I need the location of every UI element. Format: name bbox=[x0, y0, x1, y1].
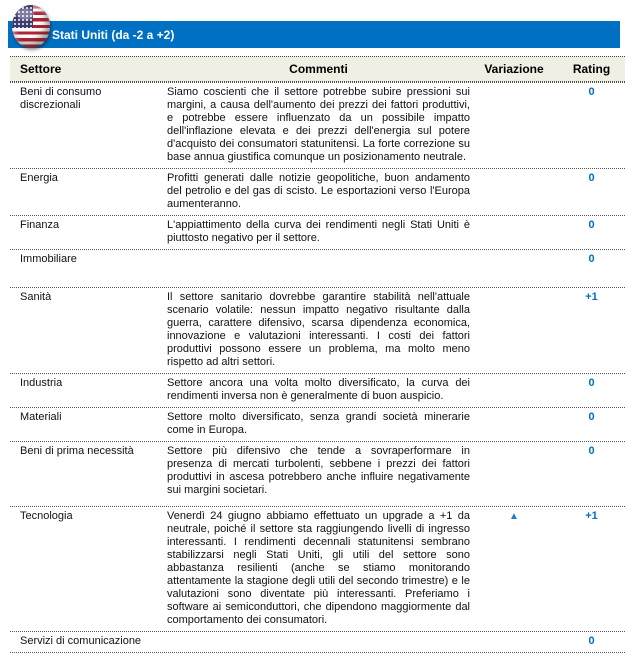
sector-name: Industria bbox=[20, 377, 63, 389]
table-row-beni-discrezionali bbox=[10, 82, 625, 168]
sector-name: Servizi di comunicazione bbox=[20, 635, 142, 647]
sector-comment bbox=[167, 253, 470, 283]
sector-name: Energia bbox=[20, 172, 58, 184]
sector-name: Beni di consumo discrezionali bbox=[20, 86, 102, 111]
column-header-settore: Settore bbox=[20, 62, 62, 76]
variation-indicator bbox=[470, 377, 558, 403]
flag-gloss bbox=[17, 8, 34, 20]
rating-value: 0 bbox=[588, 635, 595, 647]
sector-name: Beni di prima necessità bbox=[20, 445, 134, 457]
rating-value: 0 bbox=[588, 86, 595, 98]
sector-comment: Settore ancora una volta molto diversificato, la curva dei rendimenti inversa non è generalmente di buon auspicio. bbox=[167, 377, 470, 402]
rating-value: +1 bbox=[585, 510, 598, 522]
table-row-beni-prima-necessita bbox=[10, 441, 625, 506]
table-row-industria bbox=[10, 373, 625, 407]
table-row-servizi-comunicazione bbox=[10, 631, 625, 653]
rating-value: 0 bbox=[588, 253, 595, 265]
table-row-finanza bbox=[10, 215, 625, 249]
variation-indicator bbox=[470, 219, 558, 245]
rating-value: 0 bbox=[588, 411, 595, 423]
rating-value: 0 bbox=[588, 445, 595, 457]
table-row-immobiliare bbox=[10, 249, 625, 287]
table-row-sanita bbox=[10, 287, 625, 373]
sector-comment: Profitti generati dalle notizie geopolitiche, buon andamento del petrolio e del gas di scisto. Le esportazioni verso l'Europa aumenteranno. bbox=[167, 172, 470, 210]
sector-comment: Venerdì 24 giugno abbiamo effettuato un upgrade a +1 da neutrale, poiché il settore sta raggiungendo livelli di ingresso interessanti. I rendimenti decennali statunitensi sembrano stabilizzarsi negli Stati Uniti, gli utili del settore sono abbastanza resilienti (anche se stiamo monitorando attentamente la stagione degli utili del secondo trimestre) e le valutazioni sono diventate più interessanti. Preferiamo i software ai semiconduttori, che dipendono maggiormente dal comportamento dei consumatori. bbox=[167, 510, 470, 626]
variation-indicator bbox=[470, 291, 558, 369]
sector-name: Tecnologia bbox=[20, 510, 73, 522]
rating-value: +1 bbox=[585, 291, 598, 303]
sector-comment: Siamo coscienti che il settore potrebbe subire pressioni sui margini, a causa dell'aumento dei prezzi dei fattori produttivi, e potrebbe essere influenzato da un possibile impatto dell'inflazione elevata e dei prezzi dell'energia sul potere d'acquisto dei consumatori statunitensi. La forte correzione su base annua giustifica comunque un posizionamento neutrale. bbox=[167, 86, 470, 163]
page-title: Stati Uniti (da -2 a +2) bbox=[52, 27, 175, 42]
rating-value: 0 bbox=[588, 377, 595, 389]
sector-name: Immobiliare bbox=[20, 253, 77, 265]
sector-name: Materiali bbox=[20, 411, 62, 423]
sector-comment: Il settore sanitario dovrebbe garantire stabilità nell'attuale scenario volatile: nessun impatto negativo risultante dalla guerra, carattere difensivo, scarsa dipendenza economica, innovazione e valutazioni interessanti. I costi dei fattori produttivi possono essere un problema, ma molto meno rispetto ad altri settori. bbox=[167, 291, 470, 368]
variation-indicator bbox=[470, 86, 558, 164]
table-row-energia bbox=[10, 168, 625, 215]
column-header-variazione: Variazione bbox=[484, 62, 544, 76]
sector-name: Sanità bbox=[20, 291, 52, 303]
column-header-commenti: Commenti bbox=[289, 62, 348, 76]
variation-indicator bbox=[470, 445, 558, 502]
sector-table bbox=[10, 56, 625, 653]
sector-comment: Settore molto diversificato, senza grandi società minerarie come in Europa. bbox=[167, 411, 470, 436]
variation-indicator bbox=[470, 172, 558, 211]
upgrade-arrow-icon: ▲ bbox=[509, 511, 519, 522]
sector-name: Finanza bbox=[20, 219, 60, 231]
table-row-tecnologia bbox=[10, 506, 625, 631]
title-bar bbox=[8, 21, 620, 48]
variation-indicator bbox=[470, 411, 558, 437]
variation-indicator bbox=[470, 253, 558, 283]
sector-comment: Settore più difensivo che tende a sovraperformare in presenza di mercati turbolenti, sebbene i prezzi dei fattori produttivi in ascesa potrebbero anche influire negativamente sui margini societari. bbox=[167, 445, 470, 496]
variation-indicator bbox=[470, 635, 558, 648]
sector-comment bbox=[167, 635, 470, 648]
table-row-materiali bbox=[10, 407, 625, 441]
column-header-rating: Rating bbox=[572, 62, 611, 76]
rating-value: 0 bbox=[588, 219, 595, 231]
sector-comment: L'appiattimento della curva dei rendimenti negli Stati Uniti è piuttosto negativo per il settore. bbox=[167, 219, 470, 244]
rating-value: 0 bbox=[588, 172, 595, 184]
table-header bbox=[10, 56, 625, 82]
us-flag-icon bbox=[12, 5, 50, 48]
